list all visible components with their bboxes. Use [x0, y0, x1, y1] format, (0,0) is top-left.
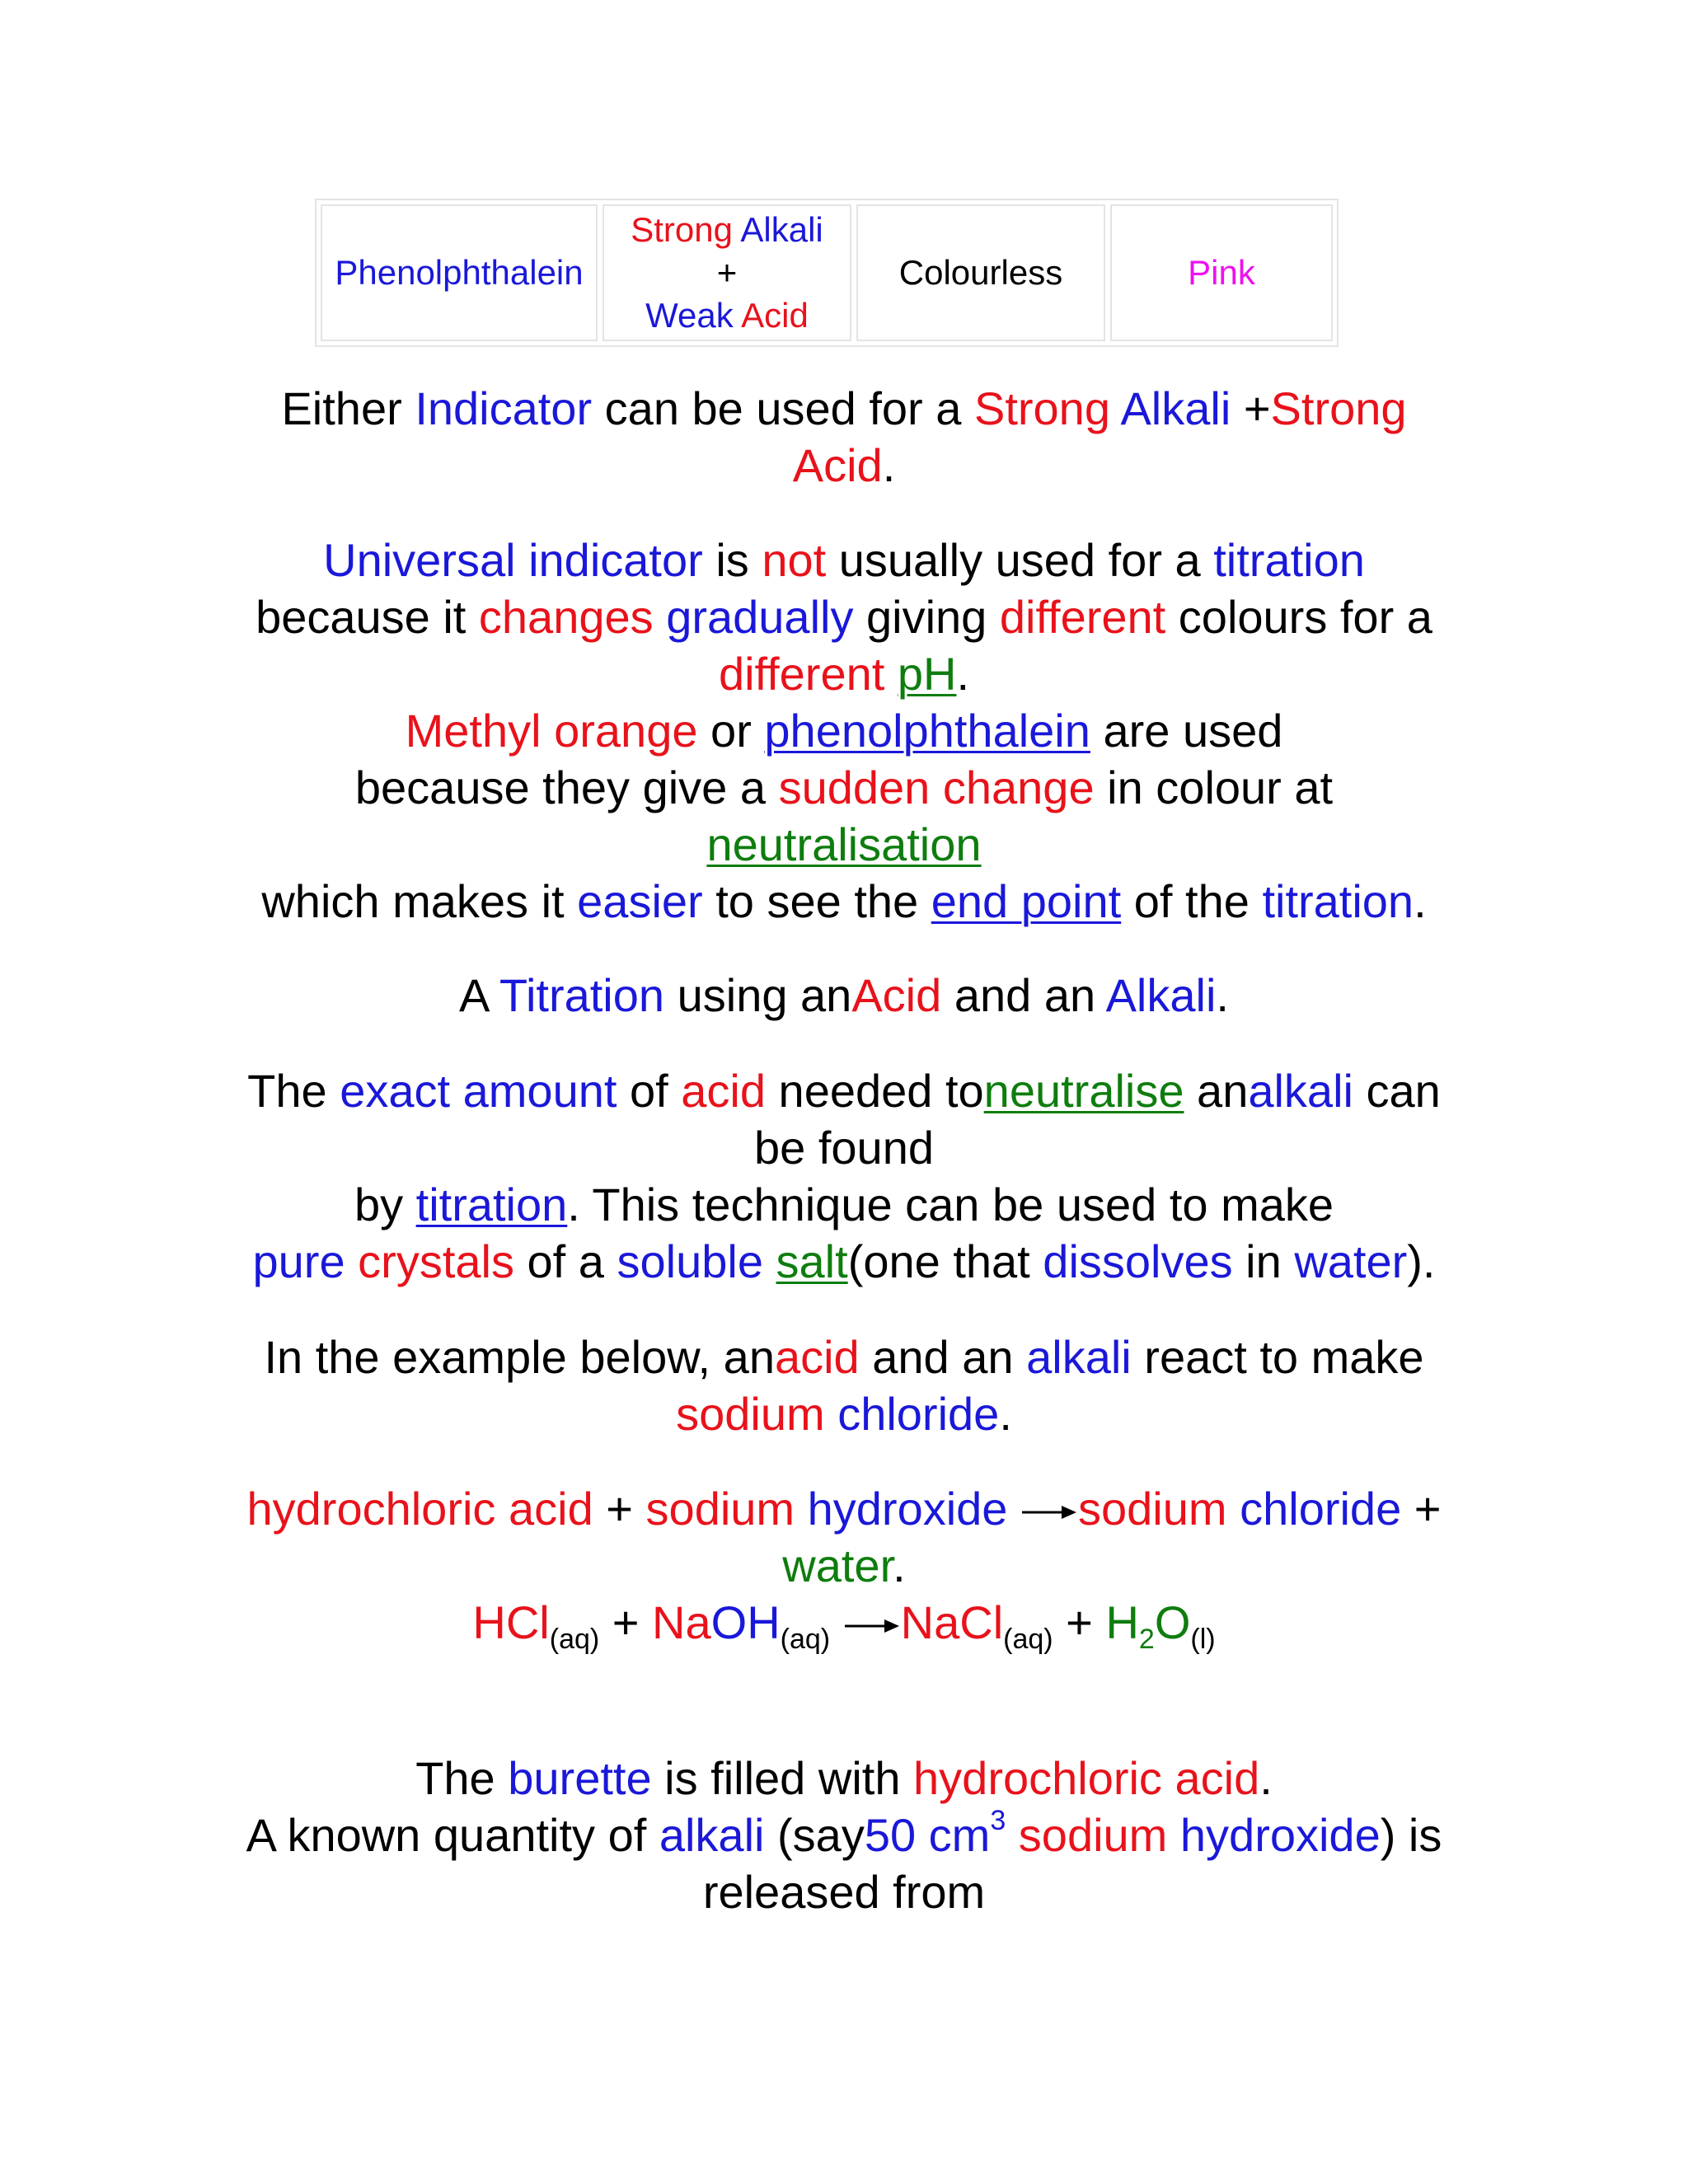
- ph-link[interactable]: pH: [897, 648, 957, 700]
- salt-link[interactable]: salt: [776, 1235, 848, 1287]
- symbol-equation: HCl$_{(aq)}$ + NaOH$_{(aq)}$ NaCl$_{(aq)}$ + $H_2O_{(l)}$: [472, 1596, 1216, 1655]
- colour-in-acid: Colourless: [898, 253, 1063, 292]
- colour-in-alkali-cell: [1110, 204, 1333, 341]
- colour-in-acid-cell: [856, 204, 1105, 341]
- paragraph-burette: The burette is filled with hydrochloric acid. A known quantity of alkali (say50 $cm^3$ sodium hydroxide) is released from: [246, 1752, 1442, 1918]
- colour-in-alkali: Pink: [1188, 253, 1255, 292]
- titration-link[interactable]: titration: [415, 1179, 568, 1230]
- paragraph-universal-indicator: Universal indicator is not usually used for a titration because it changes gradually giving different colours for a different pH. Methyl orange or phenolphthalein are used because they give a sudden change in colour at neutralisation which makes it easier to see the end point of the titration.: [256, 534, 1432, 927]
- indicator-name: Phenolphthalein: [335, 253, 584, 292]
- paragraph-exact-amount: The exact amount of acid needed toneutralise analkali can be found by titration. This technique can be used to make pure crystals of a soluble salt(one that dissolves in water).: [247, 1065, 1441, 1287]
- reaction-line-3: Weak Acid: [645, 296, 809, 335]
- paragraph-example-below: In the example below, anacid and an alkali react to make sodium chloride.: [264, 1331, 1424, 1440]
- phenolphthalein-link[interactable]: phenolphthalein: [764, 705, 1090, 757]
- neutralisation-link[interactable]: neutralisation: [706, 818, 982, 870]
- indicator-table: [315, 199, 1339, 347]
- arrow-right-icon: [843, 1610, 901, 1643]
- paragraph-titration-heading: A Titration using anAcid and an Alkali.: [459, 969, 1229, 1021]
- reaction-plus: +: [716, 253, 738, 292]
- arrow-right-icon: [1020, 1496, 1078, 1529]
- reaction-type-cell: [603, 204, 851, 341]
- paragraph-either-indicator: Either Indicator can be used for a Strong Alkali +Strong Acid.: [281, 382, 1407, 491]
- reaction-line-1: Strong Alkali: [631, 210, 823, 249]
- word-equation: hydrochloric acid + sodium hydroxide sodium chloride + water.: [246, 1483, 1442, 1591]
- end-point-link[interactable]: end point: [931, 875, 1122, 927]
- neutralise-link[interactable]: neutralise: [983, 1065, 1184, 1117]
- indicator-name-cell: [321, 204, 598, 341]
